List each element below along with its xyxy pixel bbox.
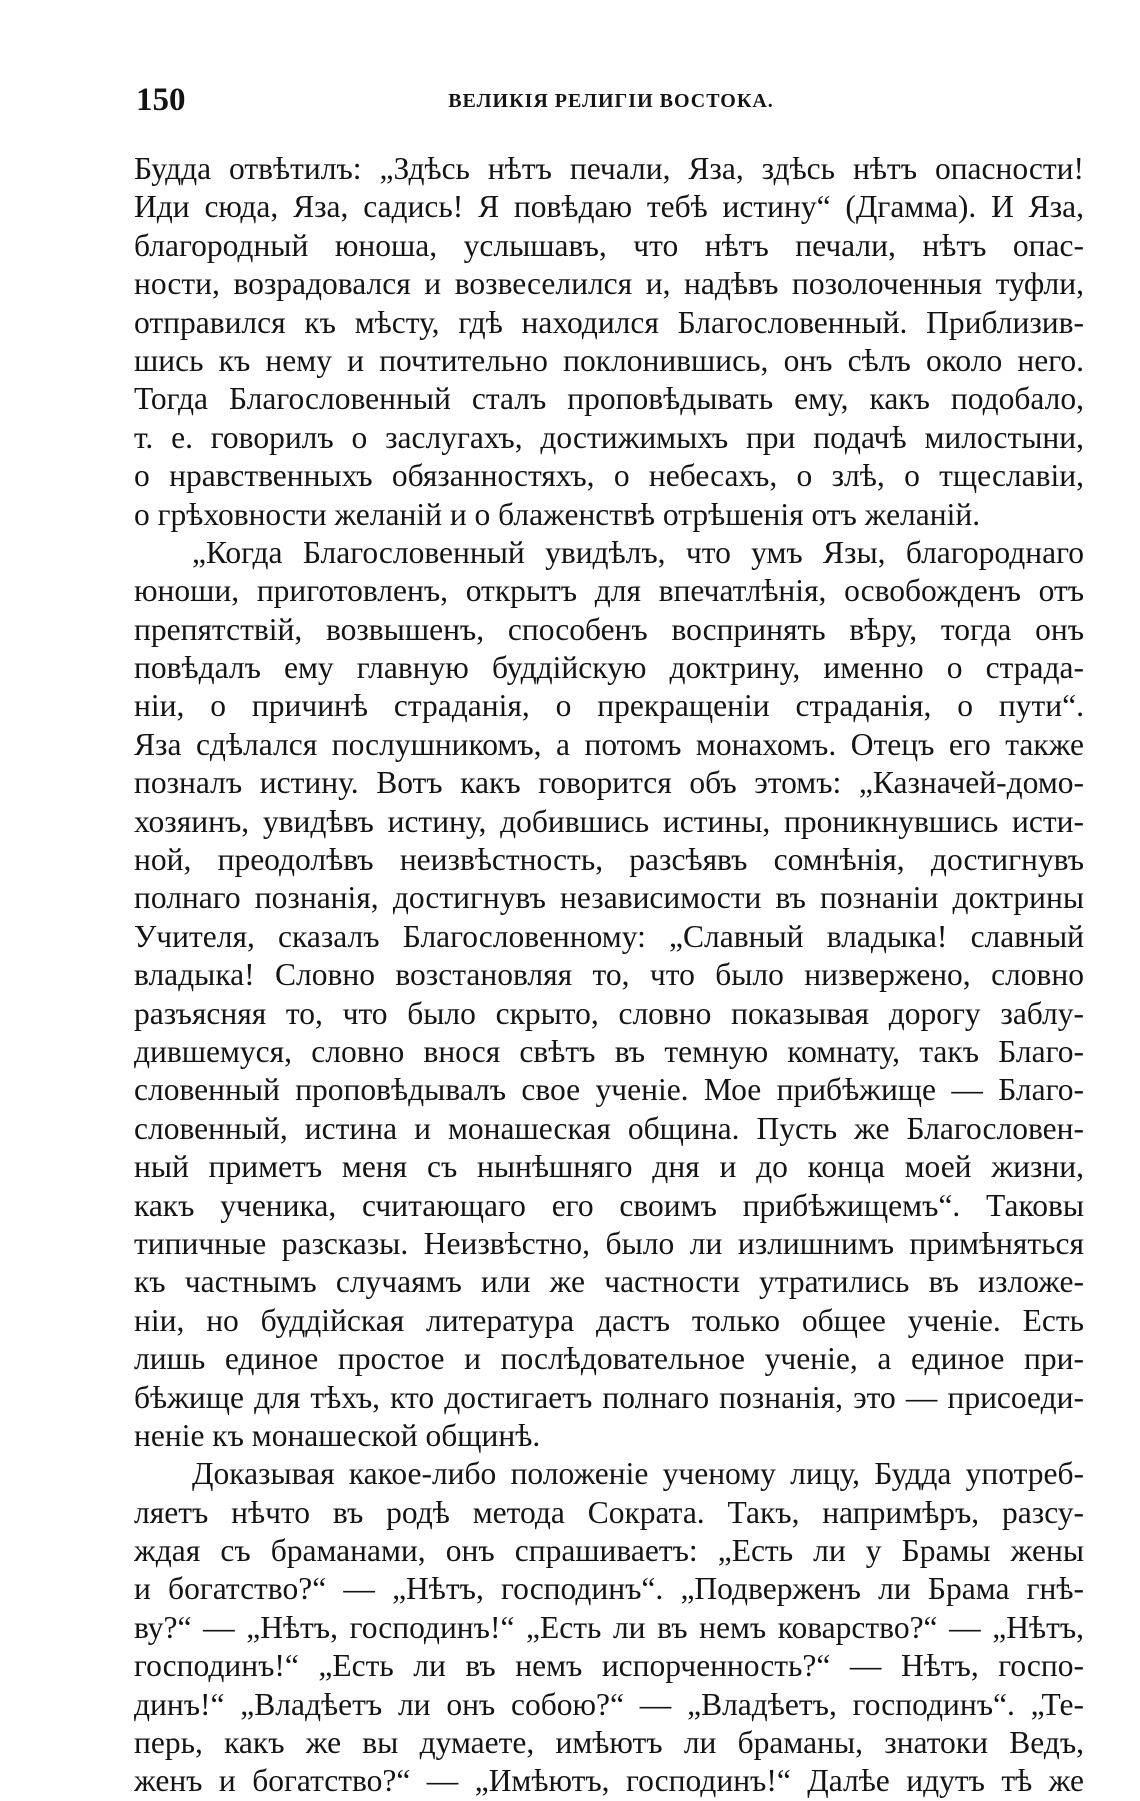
page-header (136, 82, 1086, 126)
text-line: разъясняя то, что было скрыто, словно показывая дорогу заблу- (134, 995, 1084, 1031)
page-number: 150 (136, 82, 186, 118)
text-line: ный приметъ меня съ нынѣшняго дня и до конца моей жизни, (134, 1149, 1084, 1185)
text-line: Доказывая какое-либо положеніе ученому лицу, Будда употреб- (192, 1456, 1084, 1492)
text-line: препятствій, возвышенъ, способенъ воспринять вѣру, тогда онъ (134, 611, 1084, 647)
text-line: дившемуся, словно внося свѣтъ въ темную комнату, такъ Благо- (134, 1033, 1084, 1069)
text-line: благородный юноша, услышавъ, что нѣтъ печали, нѣтъ опас- (134, 227, 1084, 263)
text-line: полнаго познанія, достигнувъ независимости въ познаніи доктрины (134, 880, 1084, 916)
paragraph (134, 534, 1084, 1455)
text-line: шись къ нему и почтительно поклонившись, онъ сѣлъ около него. (134, 342, 1084, 378)
text-line: Будда отвѣтилъ: „Здѣсь нѣтъ печали, Яза, здѣсь нѣтъ опасности! (134, 151, 1084, 186)
text-line: женъ и богатство?“ — „Имѣютъ, господинъ!“ Далѣе идутъ тѣ же (134, 1763, 1084, 1799)
paragraph (134, 1455, 1084, 1801)
text-line: хозяинъ, увидѣвъ истину, добившись истины, проникнувшись исти- (134, 803, 1084, 839)
text-line: позналъ истину. Вотъ какъ говорится объ этомъ: „Казначей-домо- (134, 765, 1084, 801)
text-line: господинъ!“ „Есть ли въ немъ испорченность?“ — Нѣтъ, госпо- (134, 1648, 1084, 1684)
text-line: словенный, истина и монашеская община. Пусть же Благословен- (134, 1110, 1084, 1146)
text-line: и богатство?“ — „Нѣтъ, господинъ“. „Подверженъ ли Брама гнѣ- (134, 1571, 1084, 1607)
running-head: ВЕЛИКІЯ РЕЛИГІИ ВОСТОКА. (448, 90, 774, 112)
text-line: неніе къ монашеской общинѣ. (134, 1417, 541, 1453)
body-text (134, 150, 1084, 1801)
text-line: Тогда Благословенный сталъ проповѣдывать ему, какъ подобало, (134, 381, 1084, 417)
text-line: ніи, но буддійская литература дастъ только общее ученіе. Есть (134, 1302, 1084, 1338)
text-line: отправился къ мѣсту, гдѣ находился Благословенный. Приблизив- (134, 304, 1084, 340)
text-line: ніи, о причинѣ страданія, о прекращеніи страданія, о пути“. (134, 688, 1084, 724)
text-line: лишь единое простое и послѣдовательное ученіе, а единое при- (134, 1341, 1084, 1377)
paragraph (134, 150, 1084, 534)
text-line: ной, преодолѣвъ неизвѣстность, разсѣявъ сомнѣнія, достигнувъ (134, 842, 1084, 878)
text-line: владыка! Словно возстановляя то, что было низвержено, словно (134, 957, 1084, 993)
text-line: словенный проповѣдывалъ свое ученіе. Мое прибѣжище — Благо- (134, 1072, 1084, 1108)
text-line: ности, возрадовался и возвеселился и, надѣвъ позолоченныя туфли, (134, 266, 1084, 302)
text-line: повѣдалъ ему главную буддійскую доктрину, именно о страда- (134, 650, 1084, 686)
text-line: юноши, приготовленъ, открытъ для впечатлѣнія, освобожденъ отъ (134, 573, 1084, 609)
text-line: ву?“ — „Нѣтъ, господинъ!“ „Есть ли въ немъ коварство?“ — „Нѣтъ, (134, 1609, 1084, 1645)
text-line: о грѣховности желаній и о блаженствѣ отрѣшенія отъ желаній. (134, 496, 981, 532)
text-line: о нравственныхъ обязанностяхъ, о небесахъ, о злѣ, о тщеславіи, (134, 458, 1084, 494)
text-line: динъ!“ „Владѣетъ ли онъ собою?“ — „Владѣетъ, господинъ“. „Те- (134, 1686, 1084, 1722)
text-line: Яза сдѣлался послушникомъ, а потомъ монахомъ. Отецъ его также (134, 726, 1084, 762)
text-line: „Когда Благословенный увидѣлъ, что умъ Язы, благороднаго (192, 534, 1084, 570)
text-line: ждая съ браманами, онъ спрашиваетъ: „Есть ли у Брамы жены (134, 1533, 1084, 1569)
text-line: т. е. говорилъ о заслугахъ, достижимыхъ при подачѣ милостыни, (134, 419, 1084, 455)
text-line: Учителя, сказалъ Благословенному: „Славный владыка! славный (134, 918, 1084, 954)
text-line: бѣжище для тѣхъ, кто достигаетъ полнаго познанія, это — присоеди- (134, 1379, 1084, 1415)
text-line: типичные разсказы. Неизвѣстно, было ли излишнимъ примѣняться (134, 1225, 1084, 1261)
text-line: перь, какъ же вы думаете, имѣютъ ли браманы, знатоки Ведъ, (134, 1725, 1084, 1761)
text-line: какъ ученика, считающаго его своимъ прибѣжищемъ“. Таковы (134, 1187, 1084, 1223)
text-line: ляетъ нѣчто въ родѣ метода Сократа. Такъ, напримѣръ, разсу- (134, 1494, 1084, 1530)
text-line: Иди сюда, Яза, садись! Я повѣдаю тебѣ истину“ (Дгамма). И Яза, (134, 189, 1084, 225)
text-line: къ частнымъ случаямъ или же частности утратились въ изложе- (134, 1264, 1084, 1300)
